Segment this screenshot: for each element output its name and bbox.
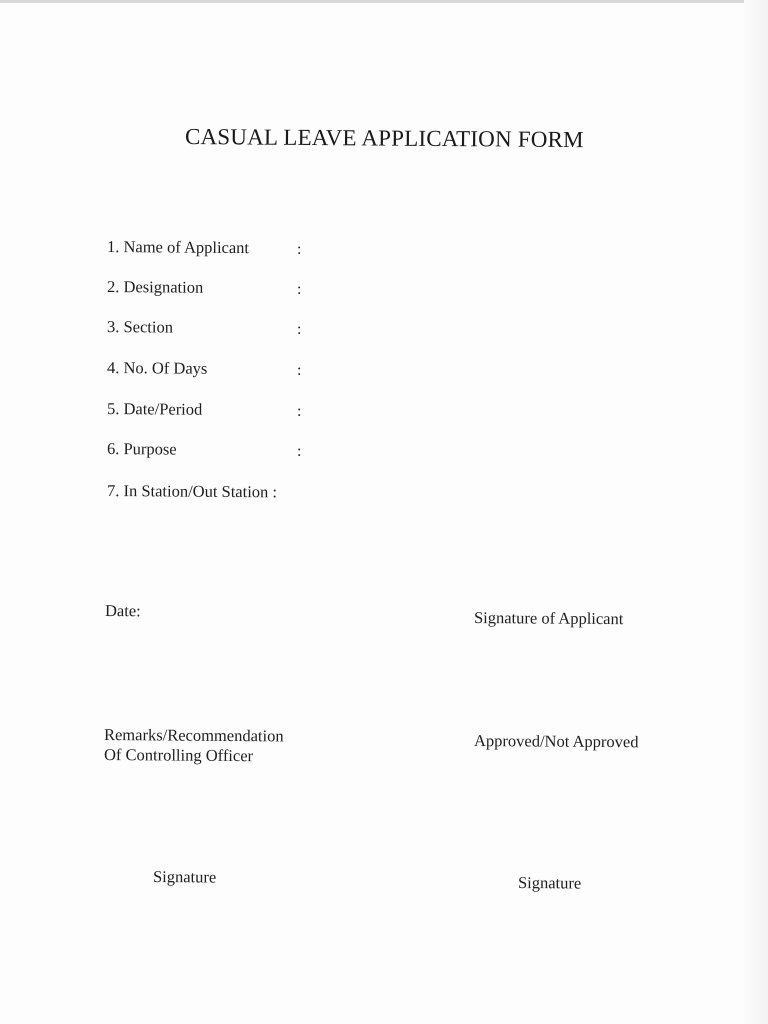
field-label-section: 3. Section [106,317,174,337]
signature-left: Signature [152,867,217,887]
field-label-station: 7. In Station/Out Station : [106,481,278,502]
field-label-name: 1. Name of Applicant [106,237,250,258]
approval-label: Approved/Not Approved [473,731,639,752]
field-colon-designation: : [297,281,302,298]
form-title: CASUAL LEAVE APPLICATION FORM [184,124,584,153]
field-label-designation: 2. Designation [106,277,204,297]
signature-right: Signature [517,873,582,893]
field-colon-name: : [297,241,302,258]
date-label: Date: [104,601,141,621]
field-colon-period: : [297,403,302,420]
remarks-label-line1: Remarks/Recommendation [103,725,284,746]
field-label-period: 5. Date/Period [106,399,203,419]
applicant-signature-label: Signature of Applicant [473,608,624,629]
field-colon-section: : [297,321,302,338]
field-label-days: 4. No. Of Days [106,358,208,378]
field-colon-days: : [297,362,302,379]
remarks-label-line2: Of Controlling Officer [103,745,254,766]
scan-right-edge [744,0,768,1024]
scan-top-edge [0,0,745,3]
field-colon-purpose: : [297,443,302,460]
field-label-purpose: 6. Purpose [106,439,177,459]
